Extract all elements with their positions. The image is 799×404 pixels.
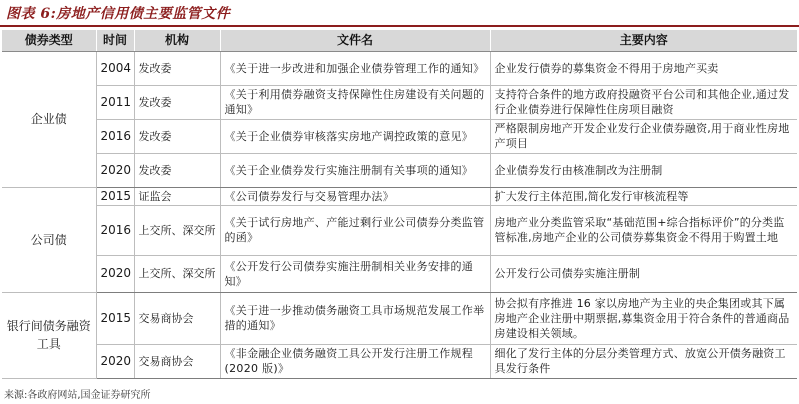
table-row <box>2 51 797 85</box>
header-content: 主要内容 <box>490 30 797 51</box>
table-header-row <box>2 30 797 51</box>
table-row <box>2 292 797 344</box>
bond-type-cell: 企业债 <box>2 51 96 187</box>
table-row <box>2 153 797 187</box>
source-text: 来源:各政府网站,国金证券研究所 <box>4 389 151 401</box>
header-bond-type: 债券类型 <box>2 30 96 51</box>
table-row <box>2 205 797 255</box>
content-cell: 严格限制房地产开发企业发行企业债券融资,用于商业性房地产项目 <box>490 119 797 153</box>
year-cell: 2011 <box>96 85 134 119</box>
header-org: 机构 <box>134 30 220 51</box>
year-cell: 2015 <box>96 292 134 344</box>
content-cell: 扩大发行主体范围,简化发行审核流程等 <box>490 187 797 205</box>
org-cell: 上交所、深交所 <box>134 255 220 292</box>
table-row <box>2 255 797 292</box>
figure-title: 图表 6:房地产信用债主要监管文件 <box>6 5 231 22</box>
org-cell: 发改委 <box>134 85 220 119</box>
bond-type-cell: 公司债 <box>2 187 96 292</box>
table-row <box>2 344 797 378</box>
year-cell: 2004 <box>96 51 134 85</box>
source-note <box>4 385 151 401</box>
doc-cell: 《公开发行公司债券实施注册制相关业务安排的通知》 <box>220 255 490 292</box>
doc-cell: 《公司债券发行与交易管理办法》 <box>220 187 490 205</box>
year-cell: 2020 <box>96 344 134 378</box>
org-cell: 交易商协会 <box>134 344 220 378</box>
org-cell: 发改委 <box>134 51 220 85</box>
content-cell: 公开发行公司债券实施注册制 <box>490 255 797 292</box>
header-doc: 文件名 <box>220 30 490 51</box>
content-cell: 企业债券发行由核准制改为注册制 <box>490 153 797 187</box>
doc-cell: 《关于企业债券审核落实房地产调控政策的意见》 <box>220 119 490 153</box>
org-cell: 上交所、深交所 <box>134 205 220 255</box>
table-row <box>2 187 797 205</box>
org-cell: 发改委 <box>134 153 220 187</box>
doc-cell: 《关于进一步推动债务融资工具市场规范发展工作举措的通知》 <box>220 292 490 344</box>
table-row <box>2 85 797 119</box>
table-row <box>2 119 797 153</box>
doc-cell: 《关于进一步改进和加强企业债券管理工作的通知》 <box>220 51 490 85</box>
year-cell: 2016 <box>96 205 134 255</box>
year-cell: 2015 <box>96 187 134 205</box>
figure-title-bar <box>0 0 799 27</box>
bond-type-cell: 银行间债务融资工具 <box>2 292 96 378</box>
doc-cell: 《关于企业债券发行实施注册制有关事项的通知》 <box>220 153 490 187</box>
content-cell: 房地产业分类监管采取“基础范围+综合指标评价”的分类监管标准,房地产企业的公司债券募集资金不得用于购置土地 <box>490 205 797 255</box>
header-year: 时间 <box>96 30 134 51</box>
year-cell: 2016 <box>96 119 134 153</box>
doc-cell: 《非金融企业债务融资工具公开发行注册工作规程(2020 版)》 <box>220 344 490 378</box>
year-cell: 2020 <box>96 255 134 292</box>
org-cell: 证监会 <box>134 187 220 205</box>
org-cell: 发改委 <box>134 119 220 153</box>
content-cell: 细化了发行主体的分层分类管理方式、放宽公开债务融资工具发行条件 <box>490 344 797 378</box>
content-cell: 协会拟有序推进 16 家以房地产为主业的央企集团或其下属房地产企业注册中期票据,募集资金用于符合条件的普通商品房建设相关领域。 <box>490 292 797 344</box>
doc-cell: 《关于试行房地产、产能过剩行业公司债券分类监管的函》 <box>220 205 490 255</box>
org-cell: 交易商协会 <box>134 292 220 344</box>
content-cell: 企业发行债券的募集资金不得用于房地产买卖 <box>490 51 797 85</box>
content-cell: 支持符合条件的地方政府投融资平台公司和其他企业,通过发行企业债券进行保障性住房项目融资 <box>490 85 797 119</box>
doc-cell: 《关于利用债券融资支持保障性住房建设有关问题的通知》 <box>220 85 490 119</box>
year-cell: 2020 <box>96 153 134 187</box>
regulation-table <box>2 30 797 379</box>
